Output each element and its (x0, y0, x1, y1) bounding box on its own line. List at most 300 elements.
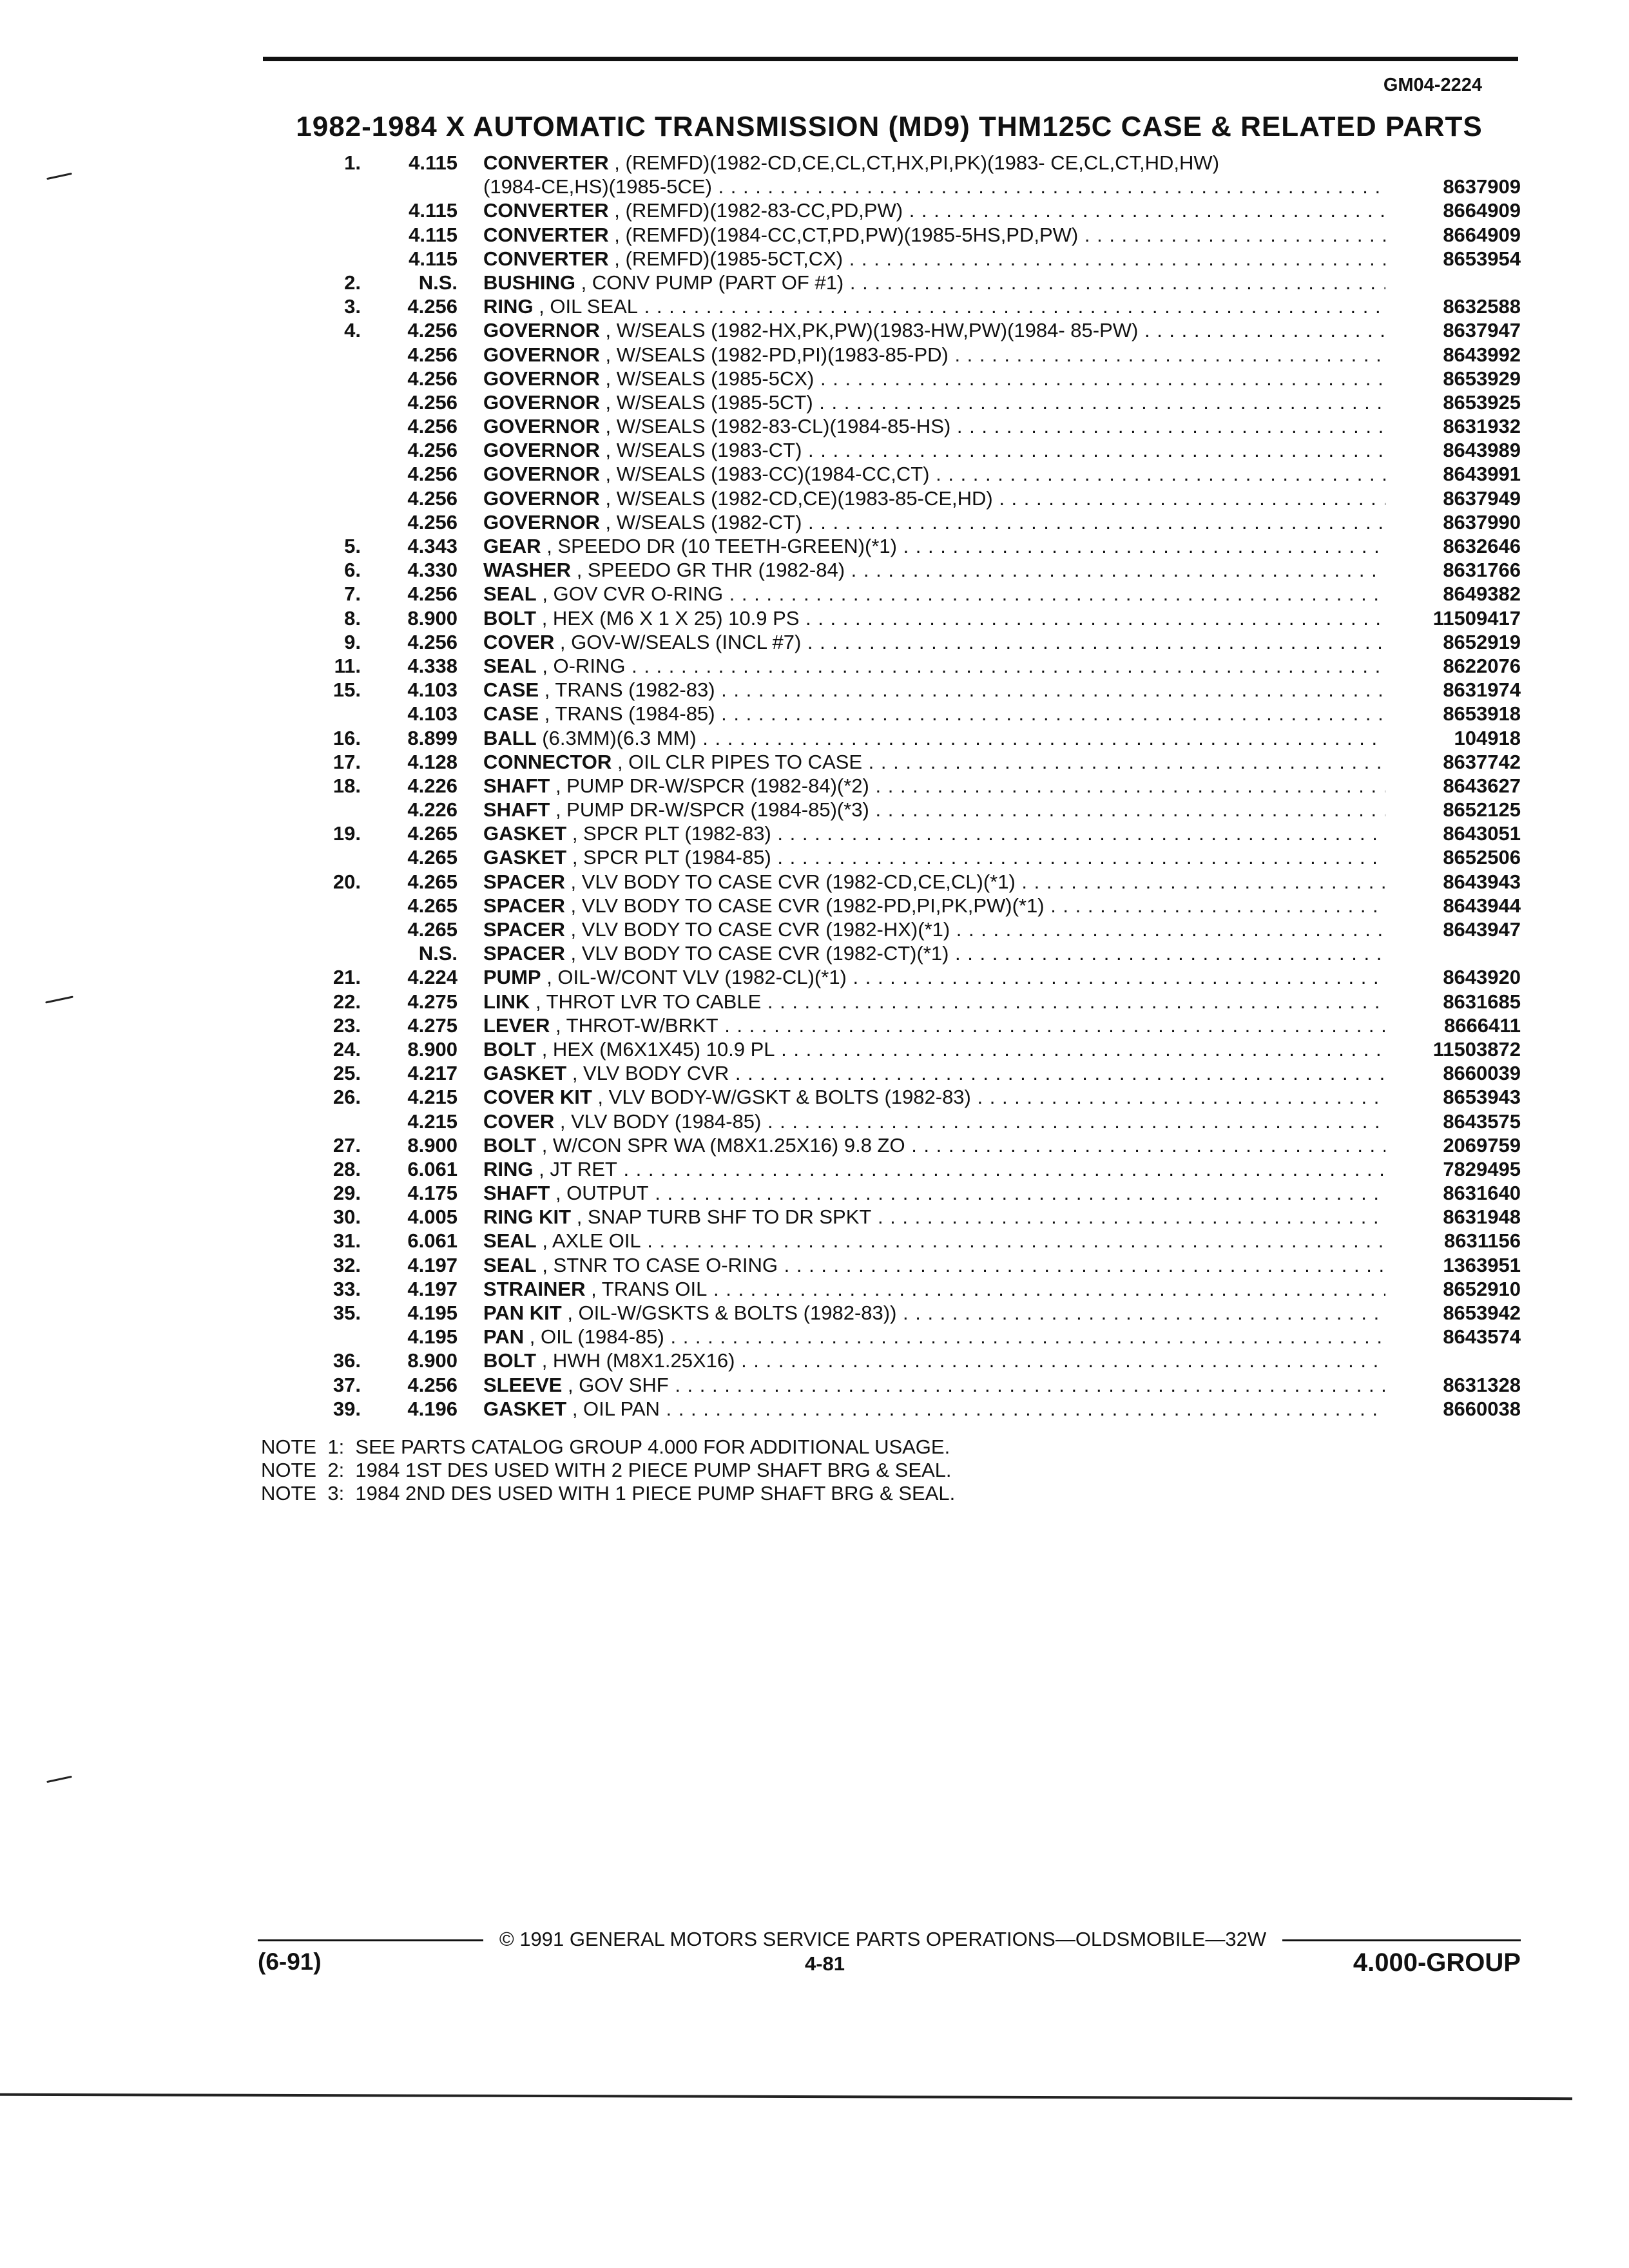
part-number: 8643947 (1443, 918, 1521, 941)
parts-row (277, 438, 1521, 462)
parts-row (277, 702, 1521, 726)
ref-number: 26. (333, 1086, 361, 1109)
parts-row (277, 678, 1521, 702)
group-number: 4.275 (407, 990, 458, 1013)
parts-row (277, 318, 1521, 342)
part-number: 8631766 (1443, 559, 1521, 582)
part-name: GASKET (483, 846, 567, 869)
part-description (483, 1037, 1385, 1061)
parts-row (277, 1133, 1521, 1157)
parts-row (277, 1014, 1521, 1037)
part-detail: , W/SEALS (1985-5CT) (605, 390, 813, 414)
part-number: 8643920 (1443, 966, 1521, 989)
part-detail: , HEX (M6 X 1 X 25) 10.9 PS (541, 606, 800, 629)
ref-number: 28. (333, 1157, 361, 1180)
part-detail: , HWH (M8X1.25X16) (541, 1349, 735, 1372)
group-number: 4.256 (407, 319, 458, 342)
part-description (483, 1014, 1385, 1037)
part-description (483, 726, 1385, 750)
part-name: GOVERNOR (483, 486, 600, 510)
part-detail: (6.3MM)(6.3 MM) (542, 726, 697, 749)
part-number: 8632588 (1443, 295, 1521, 318)
part-detail: , THROT-W/BRKT (555, 1014, 718, 1037)
ref-number: 17. (333, 750, 361, 773)
ref-number: 15. (333, 678, 361, 702)
part-detail: , SPCR PLT (1984-85) (572, 846, 771, 869)
document-code: GM04-2224 (1383, 75, 1482, 95)
parts-row (277, 1181, 1521, 1205)
group-number: 4.115 (409, 247, 458, 270)
group-number: 4.226 (407, 798, 458, 822)
group-number: 4.256 (407, 510, 458, 533)
part-detail: , VLV BODY TO CASE CVR (1982-CT)(*1) (570, 942, 949, 965)
part-description (483, 1229, 1385, 1253)
part-detail: , (REMFD)(1982-CD,CE,CL,CT,HX,PI,PK)(1983- CE,CL,CT,HD,HW) (614, 151, 1220, 174)
part-detail: , W/SEALS (1982-PD,PI)(1983-85-PD) (605, 343, 949, 366)
part-number: 8666411 (1444, 1014, 1521, 1037)
part-name: GASKET (483, 822, 567, 845)
part-number: 8631685 (1443, 990, 1521, 1013)
group-number: 4.265 (407, 918, 458, 941)
part-description (483, 918, 1385, 941)
part-description (483, 1133, 1385, 1157)
group-number: 4.103 (407, 678, 458, 702)
part-description (483, 510, 1385, 534)
parts-row (277, 582, 1521, 606)
ref-number: 25. (333, 1062, 361, 1085)
ref-number: 23. (333, 1014, 361, 1037)
group-number: 4.256 (407, 463, 458, 486)
part-name: BOLT (483, 1037, 537, 1061)
part-name: RING (483, 1157, 534, 1180)
part-detail: , W/SEALS (1982-HX,PK,PW)(1983-HW,PW)(1984- 85-PW) (605, 319, 1139, 342)
part-detail: , SPCR PLT (1982-83) (572, 822, 771, 845)
part-number: 8653943 (1443, 1086, 1521, 1109)
part-detail: , VLV BODY CVR (572, 1062, 729, 1085)
parts-row (277, 151, 1521, 175)
part-detail: , SNAP TURB SHF TO DR SPKT (576, 1206, 872, 1229)
parts-row (277, 1301, 1521, 1325)
group-number: 4.338 (407, 654, 458, 677)
group-number: 8.899 (407, 726, 458, 749)
group-number: 4.330 (407, 559, 458, 582)
ref-number: 32. (333, 1253, 361, 1276)
part-name: CONVERTER (483, 223, 609, 246)
top-rule (263, 57, 1518, 61)
group-number: 4.115 (409, 223, 458, 246)
group-number: 4.256 (407, 415, 458, 438)
part-name: SEAL (483, 654, 537, 677)
part-detail: , TRANS (1984-85) (544, 702, 715, 726)
group-number: 4.215 (407, 1086, 458, 1109)
part-number: 8631932 (1443, 415, 1521, 438)
parts-row (277, 822, 1521, 845)
part-detail: , W/SEALS (1982-CD,CE)(1983-85-CE,HD) (605, 486, 993, 510)
part-name: PAN KIT (483, 1302, 562, 1324)
ref-number: 1. (344, 151, 361, 174)
part-detail: , OIL CLR PIPES TO CASE (617, 750, 863, 773)
part-detail: , W/CON SPR WA (M8X1.25X16) 9.8 ZO (541, 1133, 905, 1157)
group-number: 4.215 (407, 1110, 458, 1133)
ref-number: 3. (344, 295, 361, 318)
part-description (483, 271, 1385, 294)
part-description (483, 1277, 1385, 1301)
part-description (483, 1085, 1385, 1109)
part-name: SHAFT (483, 1182, 550, 1205)
part-description (483, 702, 1385, 726)
parts-row (277, 486, 1521, 510)
parts-row (277, 1110, 1521, 1133)
part-name: BALL (483, 726, 537, 749)
part-number: 8637742 (1443, 750, 1521, 773)
part-number: 8664909 (1443, 223, 1521, 246)
part-detail: , W/SEALS (1985-5CX) (605, 367, 815, 390)
part-name: SHAFT (483, 774, 550, 797)
parts-row (277, 271, 1521, 294)
part-number: 11509417 (1432, 606, 1521, 629)
ref-number: 39. (333, 1397, 361, 1420)
group-number: 4.343 (407, 535, 458, 557)
part-description (483, 1301, 1385, 1325)
part-number: 7829495 (1443, 1157, 1521, 1180)
group-number: 4.195 (407, 1302, 458, 1324)
part-description (483, 774, 1385, 798)
parts-row (277, 1157, 1521, 1181)
part-description (483, 414, 1385, 438)
part-detail: , W/SEALS (1982-83-CL)(1984-85-HS) (605, 415, 951, 438)
group-number: 6.061 (407, 1229, 458, 1253)
part-name: SEAL (483, 1229, 537, 1253)
part-detail: , VLV BODY-W/GSKT & BOLTS (1982-83) (597, 1086, 971, 1109)
part-name: GEAR (483, 535, 541, 557)
ref-number: 22. (333, 990, 361, 1013)
part-detail: , OIL PAN (572, 1397, 660, 1420)
part-description (483, 247, 1385, 271)
part-detail: , AXLE OIL (542, 1229, 641, 1253)
group-number: 4.005 (407, 1206, 458, 1229)
part-number: 1363951 (1443, 1253, 1521, 1276)
part-number: 8653942 (1443, 1302, 1521, 1324)
part-description (483, 367, 1385, 390)
part-name: PUMP (483, 966, 541, 989)
group-number: 4.224 (407, 966, 458, 989)
part-detail: , SPEEDO DR (10 TEETH-GREEN)(*1) (546, 535, 897, 557)
ref-number: 33. (333, 1277, 361, 1300)
part-number: 8643989 (1443, 439, 1521, 462)
parts-row (277, 343, 1521, 367)
part-number: 8631640 (1443, 1182, 1521, 1205)
group-number: 4.217 (407, 1062, 458, 1085)
group-number: 4.115 (409, 151, 458, 174)
part-name: COVER (483, 630, 555, 653)
parts-row (277, 1397, 1521, 1421)
parts-row (277, 990, 1521, 1014)
part-number: 8643943 (1443, 870, 1521, 893)
group-number: 4.128 (407, 750, 458, 773)
part-detail: , VLV BODY TO CASE CVR (1982-CD,CE,CL)(*1) (570, 870, 1016, 893)
group-number: 4.115 (409, 199, 458, 222)
group-number: 4.195 (407, 1325, 458, 1349)
parts-row (277, 918, 1521, 941)
part-name: CONVERTER (483, 247, 609, 270)
part-detail: , HEX (M6X1X45) 10.9 PL (541, 1037, 775, 1061)
part-name: GOVERNOR (483, 439, 600, 462)
part-number: 8631974 (1443, 678, 1521, 702)
parts-row (277, 294, 1521, 318)
footer-rule-left (258, 1939, 483, 1941)
date-code: (6-91) (258, 1948, 322, 1975)
part-detail: , PUMP DR-W/SPCR (1984-85)(*3) (555, 798, 869, 822)
part-detail: , THROT LVR TO CABLE (535, 990, 762, 1013)
part-description (483, 990, 1385, 1014)
ref-number: 5. (344, 535, 361, 557)
part-number: 8631328 (1443, 1373, 1521, 1396)
part-number: 8653925 (1443, 390, 1521, 414)
part-number: 8664909 (1443, 199, 1521, 222)
margin-mark (45, 995, 73, 1003)
part-description (483, 630, 1385, 654)
ref-number: 27. (333, 1133, 361, 1157)
margin-mark (46, 1776, 72, 1783)
part-description (483, 894, 1385, 918)
part-name: BUSHING (483, 271, 575, 294)
parts-row (277, 1325, 1521, 1349)
part-number: 8622076 (1443, 654, 1521, 677)
parts-row (277, 1253, 1521, 1277)
part-number: 8653954 (1443, 247, 1521, 270)
part-description (483, 965, 1385, 989)
part-number: 8643627 (1443, 774, 1521, 797)
ref-number: 6. (344, 559, 361, 582)
footer-rule-right (1282, 1939, 1521, 1941)
group-number: 4.256 (407, 439, 458, 462)
part-number: 8643575 (1443, 1110, 1521, 1133)
part-name: GASKET (483, 1397, 567, 1420)
part-name: GOVERNOR (483, 343, 600, 366)
ref-number: 16. (333, 726, 361, 749)
part-detail: , W/SEALS (1983-CT) (605, 439, 802, 462)
group-number: 4.197 (407, 1277, 458, 1300)
part-name: GASKET (483, 1062, 567, 1085)
part-number: 8652919 (1443, 630, 1521, 653)
part-detail: , OIL SEAL (539, 295, 639, 318)
parts-row (277, 941, 1521, 965)
part-detail: , O-RING (542, 654, 626, 677)
part-name: PAN (483, 1325, 525, 1349)
part-number: 8652125 (1443, 798, 1521, 822)
ref-number: 7. (344, 582, 361, 606)
copyright-text: © 1991 GENERAL MOTORS SERVICE PARTS OPERATIONS—OLDSMOBILE—32W (499, 1928, 1267, 1950)
parts-row (277, 462, 1521, 486)
parts-row (277, 798, 1521, 822)
part-number: 8631156 (1444, 1229, 1521, 1253)
part-description (483, 151, 1385, 175)
parts-row (277, 534, 1521, 558)
part-number: 8643944 (1443, 894, 1521, 917)
note-2: NOTE 2: 1984 1ST DES USED WITH 2 PIECE PUMP SHAFT BRG & SEAL. (261, 1459, 952, 1481)
part-detail: , TRANS (1982-83) (544, 678, 715, 702)
part-description (483, 582, 1385, 606)
ref-number: 18. (333, 774, 361, 797)
group-number: 4.275 (407, 1014, 458, 1037)
group-number: 4.197 (407, 1253, 458, 1276)
parts-row (277, 367, 1521, 390)
parts-row (277, 894, 1521, 918)
parts-row (277, 870, 1521, 894)
part-number: 2069759 (1443, 1133, 1521, 1157)
part-description (483, 1253, 1385, 1277)
group-number: 4.256 (407, 295, 458, 318)
parts-row (277, 630, 1521, 654)
parts-row (277, 1085, 1521, 1109)
group-number: 8.900 (407, 1133, 458, 1157)
part-description (483, 941, 1385, 965)
part-detail: , GOV CVR O-RING (542, 582, 724, 606)
part-description (483, 318, 1385, 342)
part-description (483, 678, 1385, 702)
parts-row (277, 654, 1521, 678)
part-number: 8643574 (1443, 1325, 1521, 1349)
page-title: 1982-1984 X AUTOMATIC TRANSMISSION (MD9) THM125C CASE & RELATED PARTS (296, 111, 1483, 142)
ref-number: 8. (344, 606, 361, 629)
parts-row (277, 510, 1521, 534)
group-number: 4.256 (407, 582, 458, 606)
part-detail: , W/SEALS (1983-CC)(1984-CC,CT) (605, 463, 930, 486)
parts-row (277, 390, 1521, 414)
parts-row (277, 414, 1521, 438)
part-number: 8649382 (1443, 582, 1521, 606)
part-name: SEAL (483, 1253, 537, 1276)
part-description (483, 1181, 1385, 1205)
part-name: CASE (483, 678, 539, 702)
part-detail: , VLV BODY TO CASE CVR (1982-HX)(*1) (570, 918, 950, 941)
ref-number: 30. (333, 1206, 361, 1229)
group-number: 4.175 (407, 1182, 458, 1205)
group-number: 8.900 (407, 1349, 458, 1372)
group-number: 4.196 (407, 1397, 458, 1420)
part-number: 8632646 (1443, 535, 1521, 557)
ref-number: 35. (333, 1302, 361, 1324)
part-description (483, 198, 1385, 222)
part-name: SPACER (483, 918, 565, 941)
part-name: GOVERNOR (483, 367, 600, 390)
part-description (483, 390, 1385, 414)
note-3: NOTE 3: 1984 2ND DES USED WITH 1 PIECE PUMP SHAFT BRG & SEAL. (261, 1482, 956, 1504)
part-number: 8637949 (1443, 486, 1521, 510)
parts-row (277, 198, 1521, 222)
part-number: 8653918 (1443, 702, 1521, 726)
part-detail: , VLV BODY (1984-85) (559, 1110, 762, 1133)
part-number: 104918 (1454, 726, 1521, 749)
group-code: 4.000-GROUP (1353, 1948, 1521, 1977)
ref-number: 31. (333, 1229, 361, 1253)
ref-number: 2. (344, 271, 361, 294)
parts-row (277, 175, 1521, 198)
part-name: SLEEVE (483, 1373, 563, 1396)
parts-row (277, 1229, 1521, 1253)
ref-number: 20. (333, 870, 361, 893)
margin-mark (46, 173, 72, 180)
bottom-rule (0, 2093, 1572, 2100)
part-description (483, 1349, 1385, 1372)
part-detail: , (REMFD)(1984-CC,CT,PD,PW)(1985-5HS,PD,PW) (614, 223, 1079, 246)
part-name: COVER KIT (483, 1086, 592, 1109)
part-name: WASHER (483, 559, 572, 582)
part-description (483, 822, 1385, 845)
parts-row (277, 1373, 1521, 1397)
part-name: GOVERNOR (483, 510, 600, 533)
part-name: BOLT (483, 1349, 537, 1372)
part-name: GOVERNOR (483, 463, 600, 486)
part-detail: , OUTPUT (555, 1182, 649, 1205)
part-name: COVER (483, 1110, 555, 1133)
part-name: SPACER (483, 870, 565, 893)
part-name: SPACER (483, 942, 565, 965)
ref-number: 19. (333, 822, 361, 845)
part-description (483, 343, 1385, 367)
group-number: N.S. (418, 271, 458, 294)
part-name: CONVERTER (483, 151, 609, 174)
part-name: SPACER (483, 894, 565, 917)
parts-row (277, 774, 1521, 798)
part-name: GOVERNOR (483, 390, 600, 414)
part-name: LINK (483, 990, 530, 1013)
part-description (483, 1325, 1385, 1349)
ref-number: 9. (344, 630, 361, 653)
part-name: CONNECTOR (483, 750, 612, 773)
part-number: 8652506 (1443, 846, 1521, 869)
group-number: 4.256 (407, 1373, 458, 1396)
part-detail: , VLV BODY TO CASE CVR (1982-PD,PI,PK,PW)(*1) (570, 894, 1045, 917)
group-number: N.S. (418, 942, 458, 965)
parts-row (277, 965, 1521, 989)
page-number: 4-81 (804, 1952, 845, 1975)
part-number: 8637990 (1443, 510, 1521, 533)
part-description (483, 750, 1385, 774)
ref-number: 29. (333, 1182, 361, 1205)
group-number: 4.256 (407, 343, 458, 366)
parts-row (277, 1277, 1521, 1301)
part-description (483, 438, 1385, 462)
part-number: 11503872 (1432, 1037, 1521, 1061)
group-number: 4.265 (407, 870, 458, 893)
ref-number: 36. (333, 1349, 361, 1372)
part-name: BOLT (483, 606, 537, 629)
parts-row (277, 223, 1521, 247)
part-name: CASE (483, 702, 539, 726)
part-name: STRAINER (483, 1277, 586, 1300)
part-name: RING (483, 295, 534, 318)
part-detail: , W/SEALS (1982-CT) (605, 510, 802, 533)
part-detail: , OIL-W/GSKTS & BOLTS (1982-83)) (567, 1302, 897, 1324)
group-number: 8.900 (407, 1037, 458, 1061)
parts-row (277, 1061, 1521, 1085)
ref-number: 11. (334, 654, 361, 677)
part-number: 8653929 (1443, 367, 1521, 390)
part-description (483, 534, 1385, 558)
part-description (483, 1061, 1385, 1085)
part-name: CONVERTER (483, 199, 609, 222)
part-description (483, 175, 1385, 198)
part-description (483, 798, 1385, 822)
part-name: GOVERNOR (483, 319, 600, 342)
group-number: 4.265 (407, 846, 458, 869)
part-number: 8643051 (1443, 822, 1521, 845)
part-number: 8660038 (1443, 1397, 1521, 1420)
group-number: 4.265 (407, 894, 458, 917)
part-description (483, 294, 1385, 318)
part-description (483, 223, 1385, 247)
